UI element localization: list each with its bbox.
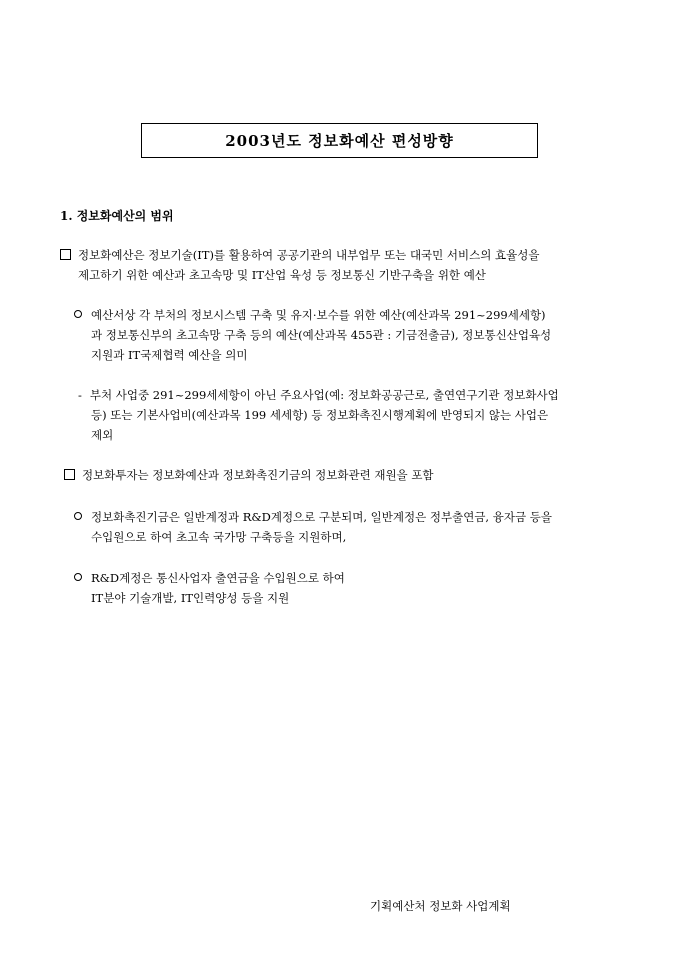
dash-item-line-2: 등) 또는 기본사업비(예산과목 199 세세항) 등 정보화촉진시행계획에 반영되지 않는 사업은: [91, 408, 549, 422]
circle-item-2-line-2: 수입원으로 하여 초고속 국가망 구축등을 지원하며,: [91, 530, 347, 544]
box-item-2-line-1: 정보화투자는 정보화예산과 정보화촉진기금의 정보화관련 재원을 포함: [64, 465, 434, 485]
box-item-1-line-1: 정보화예산은 정보기술(IT)를 활용하여 공공기관의 내부업무 또는 대국민 서비스의 효율성을: [60, 245, 539, 265]
box-item-1-line-2: 제고하기 위한 예산과 초고속망 및 IT산업 육성 등 정보통신 기반구축을 위한 예산: [78, 268, 486, 282]
square-bullet-icon: [60, 249, 71, 260]
circle-item-1-line-2: 과 정보통신부의 초고속망 구축 등의 예산(예산과목 455관 : 기금전출금), 정보통신산업육성: [91, 328, 552, 342]
circle-item-2-line-1: 정보화촉진기금은 일반계정과 R&D계정으로 구분되며, 일반계정은 정부출연금, 융자금 등을: [74, 507, 552, 527]
dash-item-line-3: 제외: [91, 428, 114, 442]
circle-item-3-line-2: IT분야 기술개발, IT인력양성 등을 지원: [91, 591, 290, 605]
document-title-text: 2003년도 정보화예산 편성방향: [225, 132, 454, 150]
dash-item-line-1: - 부처 사업중 291~299세세항이 아닌 주요사업(예: 정보화공공근로, 출연연구기관 정보화사업: [78, 385, 559, 405]
footer-source: 기획예산처 정보화 사업계획: [370, 899, 511, 913]
section-heading: 1. 정보화예산의 범위: [60, 209, 174, 223]
circle-bullet-icon: [74, 310, 82, 318]
circle-item-1-line-1: 예산서상 각 부처의 정보시스템 구축 및 유지·보수를 위한 예산(예산과목 291~299세세항): [74, 305, 546, 325]
circle-item-1-line-3: 지원과 IT국제협력 예산을 의미: [91, 348, 248, 362]
circle-bullet-icon: [74, 512, 82, 520]
document-title: [141, 123, 538, 158]
circle-bullet-icon: [74, 573, 82, 581]
square-bullet-icon: [64, 469, 75, 480]
dash-bullet: -: [78, 388, 82, 402]
circle-item-3-line-1: R&D계정은 통신사업자 출연금을 수입원으로 하여: [74, 568, 345, 588]
